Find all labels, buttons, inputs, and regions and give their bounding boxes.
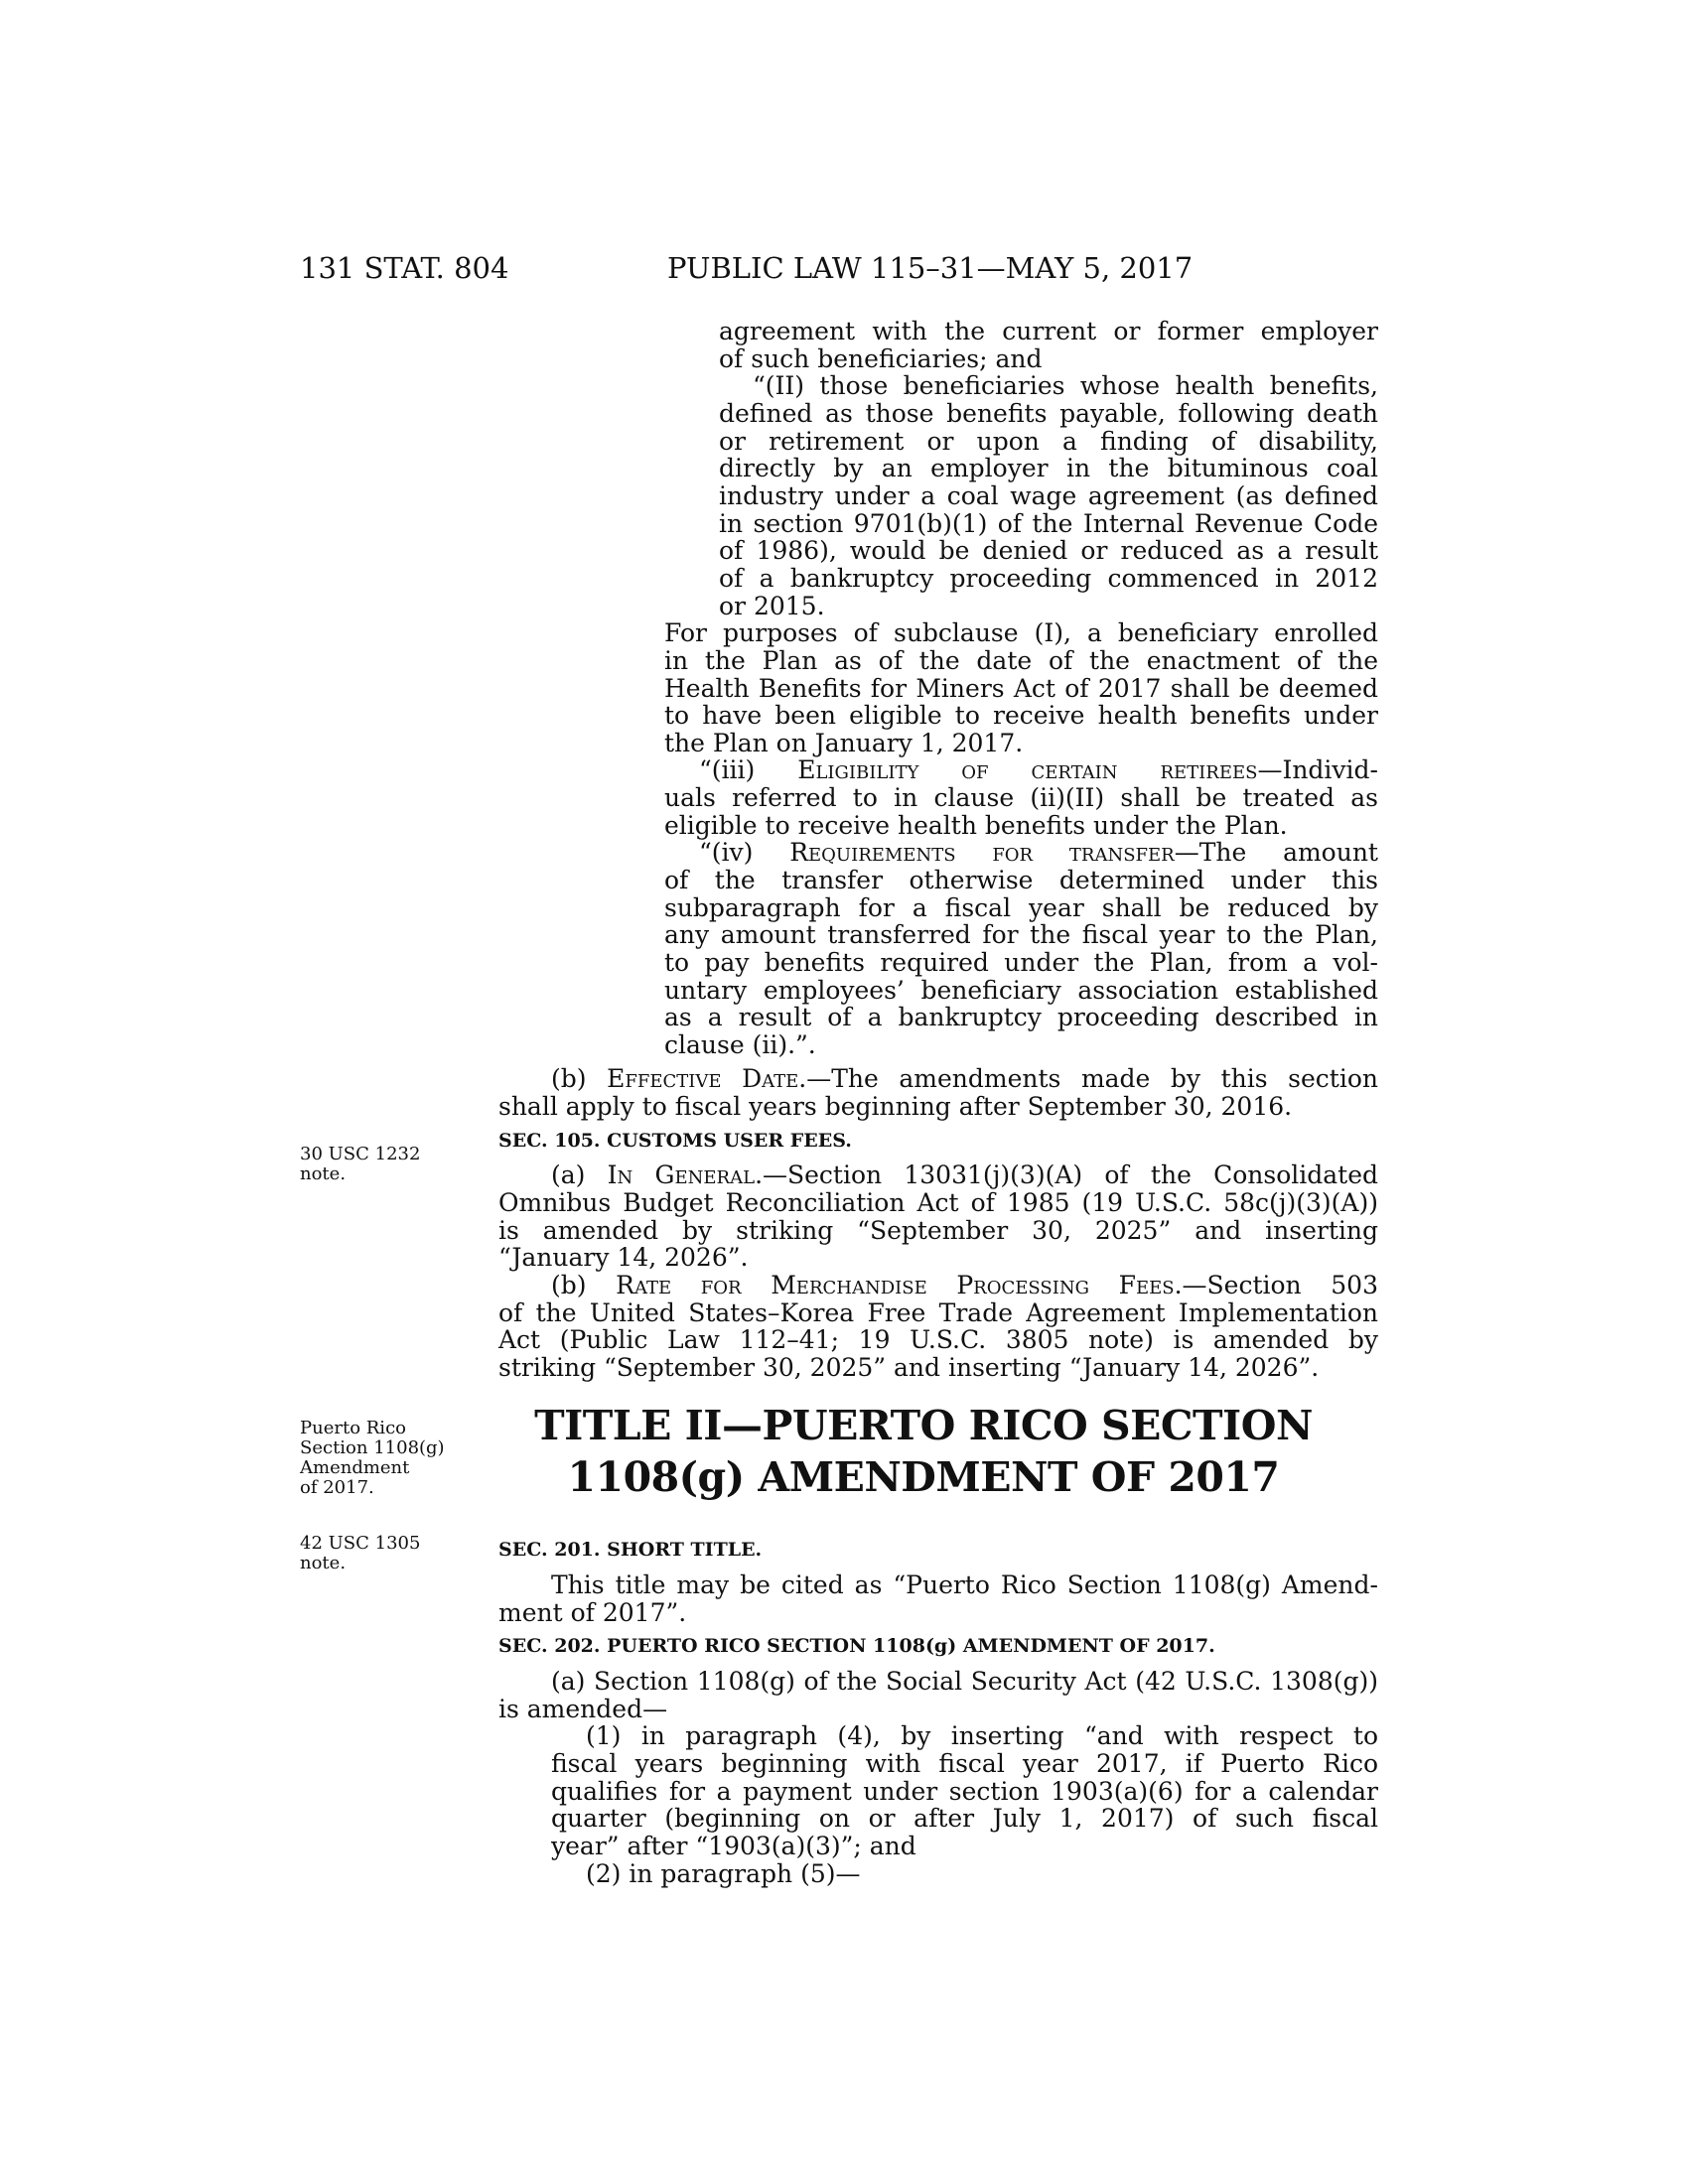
title-line: TITLE II—PUERTO RICO SECTION — [534, 1402, 1313, 1449]
text-line: eligible to receive health benefits under the Plan. — [664, 811, 1288, 840]
text-line: year” after “1903(a)(3)”; and — [551, 1832, 916, 1860]
page-stat-citation: 131 STAT. 804 — [300, 251, 509, 285]
text-line: of the United States–Korea Free Trade Agreement Implementation — [498, 1298, 1378, 1327]
clause-number: “(iv) — [699, 838, 790, 867]
text-line: Act (Public Law 112–41; 19 U.S.C. 3805 note) is amended by — [498, 1325, 1378, 1354]
paragraph-text: .—The amendments made by this section — [798, 1064, 1378, 1093]
text-line: qualifies for a payment under section 1903(a)(6) for a calendar — [551, 1777, 1378, 1806]
text-line — [551, 1272, 1378, 1299]
paragraph-caption: Rate for Merchandise Processing Fees — [616, 1271, 1175, 1299]
paragraph-number: (b) — [551, 1064, 608, 1093]
text-line: of such beneficiaries; and — [719, 344, 1043, 373]
paragraph-text: .—Section 503 — [1174, 1271, 1378, 1299]
paragraph-number: (a) — [551, 1160, 608, 1189]
paragraph-number: (b) — [551, 1271, 617, 1299]
text-line: defined as those benefits payable, following death — [719, 399, 1378, 428]
paragraph-caption: In General — [607, 1160, 756, 1189]
section-202-heading: SEC. 202. PUERTO RICO SECTION 1108(g) AMENDMENT OF 2017. — [498, 1635, 1215, 1657]
text-line: quarter (beginning on or after July 1, 2017) of such fiscal — [551, 1804, 1378, 1833]
margin-note-42-usc — [300, 1534, 469, 1573]
margin-note-line: Puerto Rico — [300, 1418, 406, 1438]
text-line: (a) Section 1108(g) of the Social Security Act (42 U.S.C. 1308(g)) — [551, 1667, 1378, 1696]
text-line — [699, 839, 1378, 867]
margin-note-30-usc — [300, 1145, 469, 1184]
text-line: industry under a coal wage agreement (as defined — [719, 481, 1378, 510]
text-line — [551, 1161, 1378, 1189]
text-line: “(II) those beneficiaries whose health benefits, — [753, 371, 1378, 400]
text-line: in section 9701(b)(1) of the Internal Revenue Code — [719, 509, 1378, 538]
text-line: any amount transferred for the fiscal year to the Plan, — [664, 920, 1378, 949]
margin-note-line: note. — [300, 1553, 347, 1573]
text-line: to pay benefits required under the Plan, from a vol- — [664, 948, 1378, 977]
text-line: For purposes of subclause (I), a beneficiary enrolled — [664, 618, 1378, 647]
clause-caption: Eligibility of certain retirees — [797, 755, 1258, 784]
margin-note-short-title — [300, 1419, 469, 1498]
text-line: to have been eligible to receive health benefits under — [664, 701, 1378, 730]
text-line: or retirement or upon a finding of disability, — [719, 427, 1378, 456]
text-line: of the transfer otherwise determined under this — [664, 866, 1378, 894]
text-line: (1) in paragraph (4), by inserting “and with respect to — [586, 1721, 1378, 1750]
text-line: clause (ii).”. — [664, 1030, 816, 1059]
text-line: as a result of a bankruptcy proceeding described in — [664, 1003, 1378, 1031]
clause-number: “(iii) — [699, 755, 798, 784]
text-line — [551, 1065, 1378, 1093]
text-line: in the Plan as of the date of the enactment of the — [664, 646, 1378, 675]
clause-text: —Individ- — [1257, 755, 1378, 784]
text-line: agreement with the current or former employer — [719, 317, 1378, 345]
paragraph-caption: Effective Date — [607, 1064, 799, 1093]
title-ii-heading — [477, 1400, 1370, 1503]
section-105-heading: SEC. 105. CUSTOMS USER FEES. — [498, 1130, 852, 1152]
text-line — [699, 756, 1378, 784]
margin-note-line: 42 USC 1305 — [300, 1533, 421, 1554]
text-line: fiscal years beginning with fiscal year 2017, if Puerto Rico — [551, 1749, 1378, 1778]
margin-note-line: of 2017. — [300, 1477, 374, 1498]
paragraph-text: .—Section 13031(j)(3)(A) of the Consolidated — [755, 1160, 1379, 1189]
text-line: ment of 2017”. — [498, 1598, 687, 1627]
text-line: Omnibus Budget Reconciliation Act of 1985 (19 U.S.C. 58c(j)(3)(A)) — [498, 1188, 1378, 1217]
text-line: directly by an employer in the bituminous coal — [719, 454, 1378, 482]
text-line: the Plan on January 1, 2017. — [664, 729, 1024, 757]
text-line: Health Benefits for Miners Act of 2017 shall be deemed — [664, 674, 1378, 703]
text-line: subparagraph for a fiscal year shall be reduced by — [664, 893, 1378, 922]
section-201-heading: SEC. 201. SHORT TITLE. — [498, 1539, 763, 1561]
text-line: or 2015. — [719, 592, 825, 620]
margin-note-line: note. — [300, 1163, 347, 1184]
clause-caption: Requirements for transfer — [789, 838, 1175, 867]
text-line: This title may be cited as “Puerto Rico Section 1108(g) Amend- — [551, 1570, 1378, 1599]
margin-note-line: Amendment — [300, 1457, 410, 1478]
title-line: 1108(g) AMENDMENT OF 2017 — [567, 1453, 1280, 1501]
text-line: striking “September 30, 2025” and inserting “January 14, 2026”. — [498, 1353, 1320, 1382]
text-line: of a bankruptcy proceeding commenced in 2012 — [719, 564, 1378, 593]
text-line: untary employees’ beneficiary association established — [664, 976, 1378, 1005]
text-line: is amended— — [498, 1695, 668, 1723]
margin-note-line: Section 1108(g) — [300, 1437, 445, 1458]
text-line: “January 14, 2026”. — [498, 1243, 749, 1272]
margin-note-line: 30 USC 1232 — [300, 1144, 421, 1164]
text-line: uals referred to in clause (ii)(II) shall be treated as — [664, 783, 1378, 812]
section-202-paragraph-2: (2) in paragraph (5)— — [586, 1859, 861, 1888]
text-line: of 1986), would be denied or reduced as a result — [719, 536, 1378, 565]
running-header: PUBLIC LAW 115–31—MAY 5, 2017 — [667, 251, 1194, 285]
text-line: shall apply to fiscal years beginning after September 30, 2016. — [498, 1092, 1293, 1121]
text-line: is amended by striking “September 30, 2025” and inserting — [498, 1216, 1378, 1245]
clause-text: —The amount — [1174, 838, 1378, 867]
